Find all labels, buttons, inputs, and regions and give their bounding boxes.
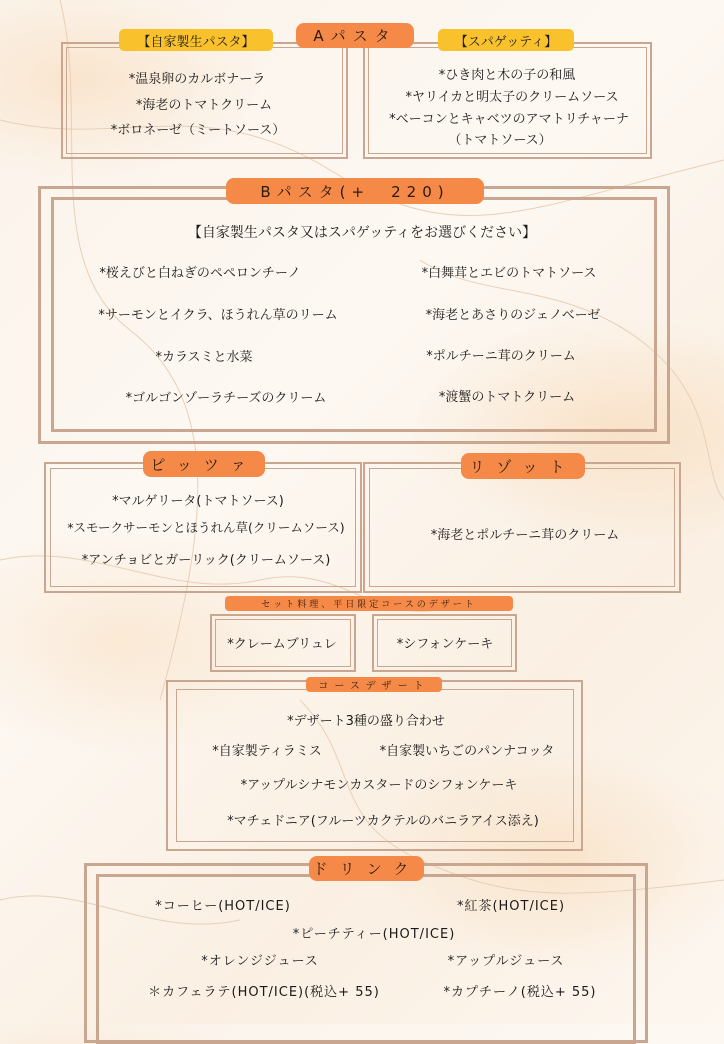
menu-item: *ポルチーニ茸のクリーム (426, 349, 576, 364)
menu-item: *海老とポルチーニ茸のクリーム (430, 528, 620, 543)
b-pasta-title: Bパスタ(+ 220) (226, 178, 484, 204)
menu-item: *オレンジジュース (201, 954, 319, 969)
menu-item: *白舞茸とエビのトマトソース (421, 266, 597, 281)
menu-item: *ピーチティー(HOT/ICE) (292, 927, 456, 942)
menu-item: *スモークサーモンとほうれん草(クリームソース) (67, 520, 345, 535)
spaghetti-label: 【スパゲッティ】 (438, 29, 574, 51)
menu-item: *デザート3種の盛り合わせ (287, 714, 445, 729)
menu-item: *マルゲリータ(トマトソース) (112, 494, 284, 509)
menu-item: *自家製いちごのパンナコッタ (379, 744, 555, 759)
menu-item: *カプチーノ(税込+ 55) (443, 985, 597, 1000)
menu-item: *ゴルゴンゾーラチーズのクリーム (125, 391, 327, 406)
menu-item: *アンチョビとガーリック(クリームソース) (81, 553, 331, 568)
menu-item: *クレームブリュレ (227, 637, 337, 652)
menu-item: *桜えびと白ねぎのペペロンチーノ (99, 266, 301, 281)
menu-item: *アップルシナモンカスタードのシフォンケーキ (240, 778, 518, 793)
menu-item: *ヤリイカと明太子のクリームソース (405, 90, 619, 105)
menu-item: （トマトソース） (448, 133, 552, 148)
menu-item: *カラスミと水菜 (155, 350, 253, 365)
menu-item: *海老のトマトクリーム (135, 98, 273, 113)
menu-item: *マチェドニア(フルーツカクテルのバニラアイス添え) (227, 814, 539, 829)
set-dessert-title: セット料理、平日限定コースのデザート (225, 596, 513, 611)
b-pasta-note: 【自家製生パスタ又はスパゲッティをお選びください】 (187, 225, 537, 241)
menu-item: *ひき肉と木の子の和風 (438, 68, 576, 83)
menu-item: *紅茶(HOT/ICE) (456, 899, 566, 914)
menu-item: *シフォンケーキ (396, 637, 494, 652)
a-pasta-title: Aパスタ (296, 23, 414, 48)
course-dessert-title: コースデザート (306, 677, 442, 692)
menu-item: *ベーコンとキャベツのアマトリチャーナ (389, 112, 629, 127)
pizza-title: ピッツァ (143, 451, 265, 477)
menu-item: *海老とあさりのジェノベーゼ (425, 308, 601, 323)
menu-item: *温泉卵のカルボナーラ (128, 72, 266, 87)
risotto-title: リゾット (461, 453, 585, 479)
menu-item: ＊カフェラテ(HOT/ICE)(税込+ 55) (148, 985, 380, 1000)
homemade-pasta-label: 【自家製生パスタ】 (119, 29, 273, 51)
menu-item: *アップルジュース (447, 954, 565, 969)
drink-title: ドリンク (309, 856, 424, 881)
menu-item: *コーヒー(HOT/ICE) (155, 899, 291, 914)
menu-item: *自家製ティラミス (212, 744, 322, 759)
menu-item: *ボロネーゼ（ミートソース） (110, 123, 286, 138)
menu-item: *渡蟹のトマトクリーム (438, 390, 576, 405)
menu-item: *サーモンとイクラ、ほうれん草のリーム (98, 308, 338, 323)
